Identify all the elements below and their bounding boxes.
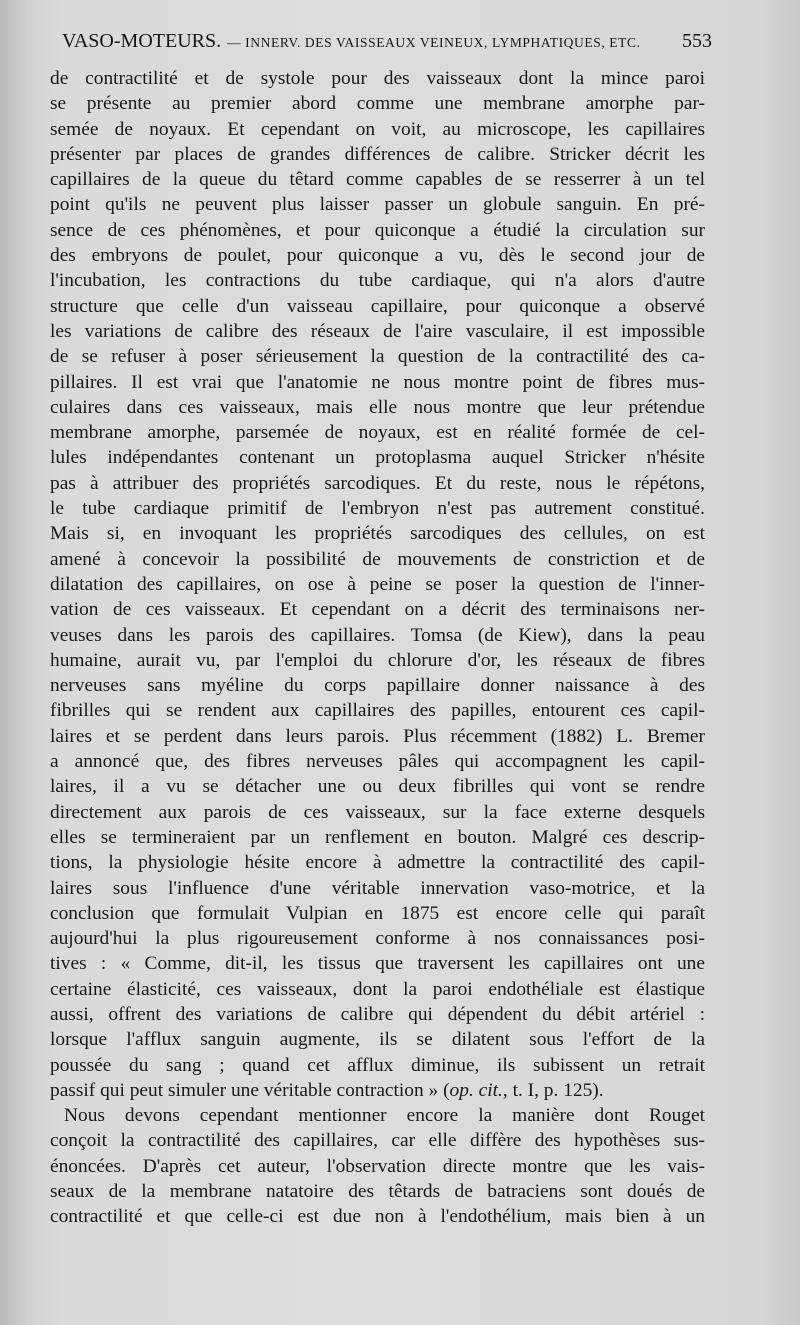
text-line: vation de ces vaisseaux. Et cependant on a décrit des terminaisons ner-	[50, 599, 705, 621]
text-line: l'incubation, les contractions du tube cardiaque, qui n'a alors d'autre	[50, 270, 705, 292]
text-line: veuses dans les parois des capillaires. Tomsa (de Kiew), dans la peau	[50, 624, 705, 646]
text-line: point qu'ils ne peuvent plus laisser passer un globule sanguin. En pré-	[50, 194, 705, 216]
text-line: pas à attribuer des propriétés sarcodiques. Et du reste, nous le répétons,	[50, 472, 705, 494]
text-line: sence de ces phénomènes, et pour quiconque a étudié la circulation sur	[50, 219, 705, 241]
text-line-citation: passif qui peut simuler une véritable contraction » (op. cit., t. I, p. 125).	[50, 1079, 604, 1101]
running-header	[62, 30, 712, 58]
text-line: Mais si, en invoquant les propriétés sarcodiques des cellules, on est	[50, 523, 705, 545]
text-line: le tube cardiaque primitif de l'embryon n'est pas autrement constitué.	[50, 498, 705, 520]
page-number: 553	[682, 30, 712, 52]
text-line: directement aux parois de ces vaisseaux, sur la face externe desquels	[50, 801, 705, 823]
text-line: laires, il a vu se détacher une ou deux fibrilles qui vont se rendre	[50, 776, 705, 798]
text-line: laires et se perdent dans leurs parois. Plus récemment (1882) L. Bremer	[50, 725, 705, 747]
text-line: fibrilles qui se rendent aux capillaires des papilles, entourent ces capil-	[50, 700, 705, 722]
text-line: tions, la physiologie hésite encore à admettre la contractilité des capil-	[50, 852, 705, 874]
text-line: de se refuser à poser sérieusement la question de la contractilité des ca-	[50, 346, 705, 368]
text-line: présenter par places de grandes différences de calibre. Stricker décrit les	[50, 143, 705, 165]
text-line: pillaires. Il est vrai que l'anatomie ne nous montre point de fibres mus-	[50, 371, 705, 393]
body-text	[50, 66, 705, 1230]
text-line: amené à concevoir la possibilité de mouvements de constriction et de	[50, 548, 705, 570]
text-line: semée de noyaux. Et cependant on voit, au microscope, les capillaires	[50, 118, 705, 140]
text-line: des embryons de poulet, pour quiconque a vu, dès le second jour de	[50, 245, 705, 267]
text-line: membrane amorphe, parsemée de noyaux, est en réalité formée de cel-	[50, 422, 705, 444]
text-line: seaux de la membrane natatoire des têtards de batraciens sont doués de	[50, 1181, 705, 1203]
text-line: culaires dans ces vaisseaux, mais elle nous montre que leur prétendue	[50, 396, 705, 418]
text-line: tives : « Comme, dit-il, les tissus que traversent les capillaires ont une	[50, 953, 705, 975]
text-line: laires sous l'influence d'une véritable innervation vaso-motrice, et la	[50, 877, 705, 899]
text-line: nerveuses sans myéline du corps papillaire donner naissance à des	[50, 675, 705, 697]
text-line: lules indépendantes contenant un protoplasma auquel Stricker n'hésite	[50, 447, 705, 469]
text-line: certaine élasticité, ces vaisseaux, dont la paroi endothéliale est élastique	[50, 978, 705, 1000]
header-title: VASO-MOTEURS.	[62, 30, 222, 52]
text-line: aujourd'hui la plus rigoureusement conforme à nos connaissances posi-	[50, 928, 705, 950]
text-line: conclusion que formulait Vulpian en 1875 est encore celle qui paraît	[50, 902, 705, 924]
text-line: poussée du sang ; quand cet afflux diminue, ils subissent un retrait	[50, 1054, 705, 1076]
text-line: capillaires de la queue du têtard comme capables de se resserrer à un tel	[50, 169, 705, 191]
text-line: a annoncé que, des fibres nerveuses pâles qui accompagnent les capil-	[50, 751, 705, 773]
text-line: structure que celle d'un vaisseau capillaire, pour quiconque a observé	[50, 295, 705, 317]
text-line: aussi, offrent des variations de calibre qui dépendent du débit artériel :	[50, 1003, 705, 1025]
paragraph-1	[50, 66, 705, 1078]
text-line: se présente au premier abord comme une membrane amorphe par-	[50, 93, 705, 115]
text-line: humaine, aurait vu, par l'emploi du chlorure d'or, les réseaux de fibres	[50, 649, 705, 671]
text-line: énoncées. D'après cet auteur, l'observation directe montre que les vais-	[50, 1155, 705, 1177]
text-line: conçoit la contractilité des capillaires, car elle diffère des hypothèses sus-	[50, 1130, 705, 1152]
paragraph-2	[50, 1103, 705, 1229]
text-line: les variations de calibre des réseaux de l'aire vasculaire, il est impossible	[50, 320, 705, 342]
header-subtitle: — INNERV. DES VAISSEAUX VEINEUX, LYMPHATIQUES, ETC.	[227, 35, 641, 50]
text-line: contractilité et que celle-ci est due non à l'endothélium, mais bien à un	[50, 1206, 705, 1228]
citation-italic: op. cit.	[449, 1079, 503, 1101]
text-line: dilatation des capillaires, on ose à peine se poser la question de l'inner-	[50, 573, 705, 595]
text-line: elles se termineraient par un renflement en bouton. Malgré ces descrip-	[50, 826, 705, 848]
text-line: de contractilité et de systole pour des vaisseaux dont la mince paroi	[50, 68, 705, 89]
text-line: lorsque l'afflux sanguin augmente, ils se dilatent sous l'effort de la	[50, 1029, 705, 1051]
text-line: Nous devons cependant mentionner encore la manière dont Rouget	[64, 1105, 705, 1127]
